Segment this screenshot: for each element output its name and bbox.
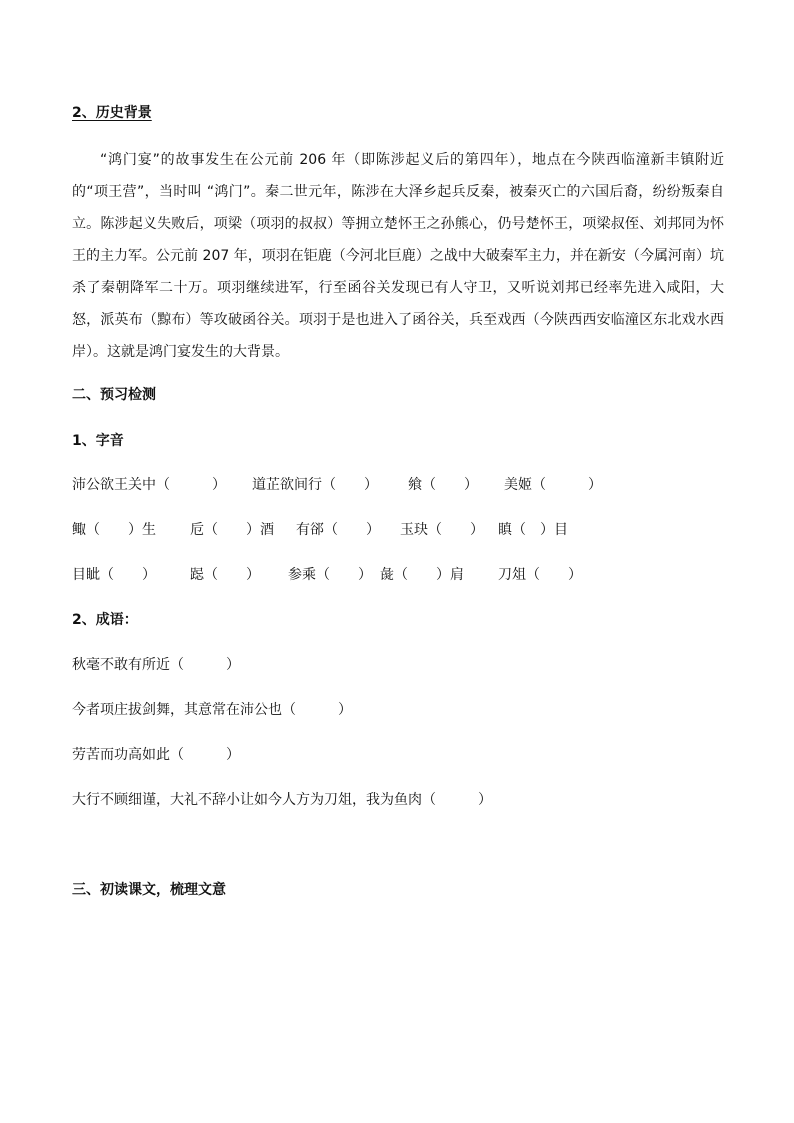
pronunciation-item: 瞋（ ）目 [498,522,568,538]
idiom-item: 秋毫不敢有所近（ ） [72,657,240,673]
pronunciation-item: 有郤（ ） [296,522,380,538]
pronunciation-item: 目眦（ ） [72,567,156,583]
pronunciation-item: 沛公欲王关中（ ） [72,477,226,493]
idiom-item: 大行不顾细谨，大礼不辞小让如今人方为刀俎，我为鱼肉（ ） [72,792,492,808]
subheading-pronunciation: 1、字音 [72,433,124,449]
idiom-item: 劳苦而功高如此（ ） [72,747,240,763]
section-heading-preview: 二、预习检测 [72,387,156,403]
pronunciation-item: 玉玦（ ） [400,522,484,538]
pronunciation-item: 飨（ ） [408,477,478,493]
pronunciation-item: 卮（ ）酒 [190,522,274,538]
history-background-paragraph [72,144,724,368]
section-heading-reading: 三、初读课文，梳理文意 [72,882,226,898]
paragraph-text: “鸿门宴”的故事发生在公元前 206 年（即陈涉起义后的第四年），地点在今陕西临潼新丰镇附近的“项王营”，当时叫 “鸿门”。秦二世元年，陈涉在大泽乡起兵反秦，被秦灭亡的六国后裔，纷纷叛秦自立。陈涉起义失败后，项梁（项羽的叔叔）等拥立楚怀王之孙熊心，仍号楚怀王，项梁叔侄、刘邦同为怀王的主力军。公元前 207 年，项羽在钜鹿（今河北巨鹿）之战中大破秦军主力，并在新安（今属河南）坑杀了秦朝降军二十万。项羽继续进军，行至函谷关发现已有人守卫，又听说刘邦已经率先进入咸阳，大怒，派英布（黥布）等攻破函谷关。项羽于是也进入了函谷关，兵至戏西（今陕西西安临潼区东北戏水西岸）。这就是鸿门宴发生的大背景。 [72,152,724,360]
subheading-idioms: 2、成语： [72,612,138,628]
pronunciation-item: 跽（ ） [190,567,260,583]
section-heading-history-background: 2、历史背景 [72,105,152,121]
pronunciation-item: 道芷欲间行（ ） [252,477,378,493]
pronunciation-item: 刀俎（ ） [498,567,582,583]
pronunciation-item: 彘（ ）肩 [380,567,464,583]
pronunciation-item: 参乘（ ） [288,567,372,583]
pronunciation-item: 美姬（ ） [504,477,602,493]
pronunciation-item: 鲰（ ）生 [72,522,156,538]
idiom-item: 今者项庄拔剑舞，其意常在沛公也（ ） [72,702,352,718]
